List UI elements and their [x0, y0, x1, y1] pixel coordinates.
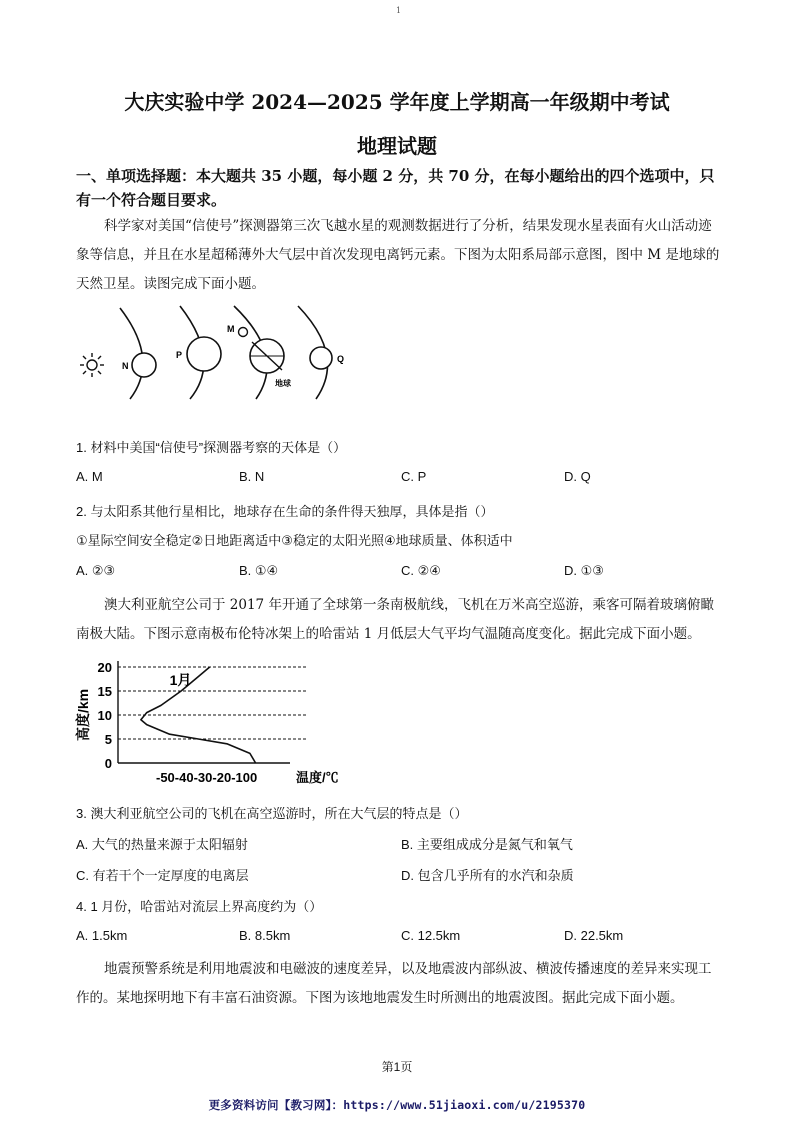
label-m: M: [227, 324, 235, 334]
temperature-altitude-chart: [70, 655, 360, 790]
passage-2: 澳大利亚航空公司于 2017 年开通了全球第一条南极航线，飞机在万米高空巡游，乘客可隔着玻璃俯瞰南极大陆。下图示意南极布伦特冰架上的哈雷站 1 月低层大气平均气温随高度变化。据此完成下面小题。: [76, 597, 714, 642]
exam-title: 大庆实验中学 2024—2025 学年度上学期高一年级期中考试: [124, 90, 670, 114]
sun-icon: [80, 353, 104, 377]
x-tick-label: 0: [249, 770, 258, 785]
q4-option-c[interactable]: C. 12.5km: [401, 928, 461, 943]
section-heading: 一、单项选择题：本大题共 35 小题，每小题 2 分，共 70 分，在每小题给出的四个选项中，只有一个符合题目要求。: [76, 167, 715, 209]
q4-option-a[interactable]: A. 1.5km: [76, 928, 128, 943]
x-tick-label: -20: [212, 770, 232, 785]
resource-link[interactable]: 更多资料访问【教习网】：https://www.51jiaoxi.com/u/2195370: [208, 1098, 586, 1112]
question-3-stem: 3. 澳大利亚航空公司的飞机在高空巡游时，所在大气层的特点是（）: [76, 806, 468, 821]
label-q: Q: [337, 354, 345, 364]
passage-3: 地震预警系统是利用地震波和电磁波的速度差异，以及地震波内部纵波、横波传播速度的差异来实现工作的。某地探明地下有丰富石油资源。下图为该地地震发生时所测出的地震波图。据此完成下面小题。: [76, 961, 712, 1006]
q2-option-b[interactable]: B. ①④: [239, 563, 279, 578]
y-tick-label: 0: [104, 756, 112, 771]
q3-option-d[interactable]: D. 包含几乎所有的水汽和杂质: [401, 868, 574, 883]
q1-option-d[interactable]: D. Q: [564, 469, 591, 484]
x-tick-label: -50: [156, 770, 175, 785]
q1-option-c[interactable]: C. P: [401, 469, 427, 484]
exam-subtitle: 地理试题: [357, 134, 437, 158]
label-n: N: [122, 361, 129, 371]
x-tick-labels: [156, 770, 257, 785]
planet-p: [187, 337, 221, 371]
page-number: 第1页: [381, 1060, 413, 1074]
q2-option-a[interactable]: A. ②③: [76, 563, 116, 578]
q1-option-b[interactable]: B. N: [239, 469, 265, 484]
y-tick-label: 20: [97, 660, 112, 675]
label-p: P: [176, 350, 183, 360]
q2-option-c[interactable]: C. ②④: [401, 563, 441, 578]
q3-option-b[interactable]: B. 主要组成成分是氮气和氧气: [401, 837, 573, 852]
x-axis-title: 温度/℃: [296, 770, 339, 785]
x-tick-label: -30: [193, 770, 213, 785]
question-4-stem: 4. 1 月份，哈雷站对流层上界高度约为（）: [76, 899, 323, 914]
y-tick-label: 5: [104, 732, 112, 747]
series-label: 1月: [169, 672, 192, 689]
q3-option-c[interactable]: C. 有若干个一定厚度的电离层: [76, 868, 249, 883]
q4-option-d[interactable]: D. 22.5km: [564, 928, 624, 943]
question-1-stem: 1. 材料中美国“信使号”探测器考察的天体是（）: [76, 440, 347, 455]
planet-q: [310, 347, 332, 369]
y-tick-label: 10: [97, 708, 112, 723]
passage-1: 科学家对美国“信使号”探测器第三次飞越水星的观测数据进行了分析，结果发现水星表面有火山活动迹象等信息，并且在水星超稀薄外大气层中首次发现电离钙元素。下图为太阳系局部示意图，图中 M 是地球的天然卫星。读图完成下面小题。: [76, 218, 720, 292]
y-tick-label: 15: [97, 684, 112, 699]
q4-option-b[interactable]: B. 8.5km: [239, 928, 291, 943]
q2-option-d[interactable]: D. ①③: [564, 563, 604, 578]
question-2-stem: 2. 与太阳系其他行星相比，地球存在生命的条件得天独厚，具体是指（）: [76, 504, 494, 519]
question-2-items: ①星际空间安全稳定②日地距离适中③稳定的太阳光照④地球质量、体积适中: [76, 533, 513, 548]
x-tick-label: -40: [174, 770, 194, 785]
label-earth: 地球: [275, 379, 291, 388]
solar-system-figure: [76, 300, 376, 400]
page-top-mark: 1: [396, 6, 402, 15]
moon-m: [239, 328, 248, 337]
q1-option-a[interactable]: A. M: [76, 469, 103, 484]
y-axis-title: 高度/km: [75, 688, 91, 741]
planet-n: [132, 353, 156, 377]
q3-option-a[interactable]: A. 大气的热量来源于太阳辐射: [76, 837, 248, 852]
x-tick-label: -10: [231, 770, 250, 785]
